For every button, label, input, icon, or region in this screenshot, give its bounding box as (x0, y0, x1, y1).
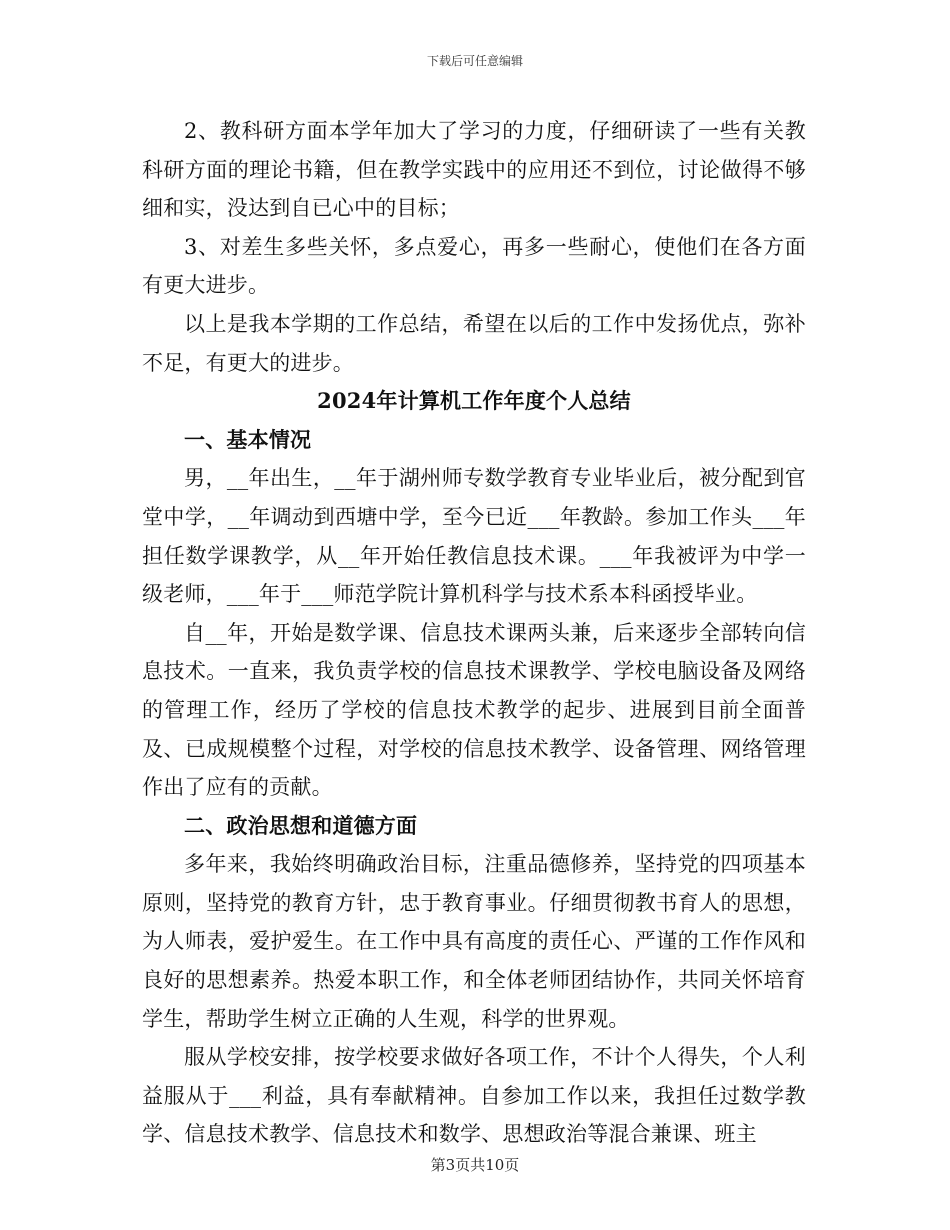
paragraph: 2、教科研方面本学年加大了学习的力度，仔细研读了一些有关教科研方面的理论书籍，但在教学实践中的应用还不到位，讨论做得不够细和实，没达到自已心中的目标； (142, 119, 806, 221)
paragraph: 自__年，开始是数学课、信息技术课两头兼，后来逐步全部转向信息技术。一直来，我负责学校的信息技术课教学、学校电脑设备及网络的管理工作，经历了学校的信息技术教学的起步、进展到目前全面普及、已成规模整个过程，对学校的信息技术教学、设备管理、网络管理作出了应有的贡献。 (142, 620, 806, 800)
document-title: 2024年计算机工作年度个人总结 (317, 388, 631, 414)
paragraph: 男，__年出生，__年于湖州师专数学教育专业毕业后，被分配到官堂中学，__年调动到西塘中学，至今已近___年教龄。参加工作头___年担任数学课教学，从__年开始任教信息技术课。___年我被评为中学一级老师，___年于___师范学院计算机科学与技术系本科函授毕业。 (142, 466, 806, 607)
section-heading-basic: 一、基本情况 (184, 426, 312, 452)
page-footer: 第3页共10页 (430, 1156, 520, 1174)
document-body (142, 112, 806, 1154)
paragraph: 以上是我本学期的工作总结，希望在以后的工作中发扬优点，弥补不足，有更大的进步。 (142, 311, 806, 375)
paragraph: 多年来，我始终明确政治目标，注重品德修养，坚持党的四项基本原则，坚持党的教育方针，忠于教育事业。仔细贯彻教书育人的思想，为人师表，爱护爱生。在工作中具有高度的责任心、严谨的工作作风和良好的思想素养。热爱本职工作，和全体老师团结协作，共同关怀培育学生，帮助学生树立正确的人生观，科学的世界观。 (142, 852, 806, 1031)
page-header: 下载后可任意编辑 (426, 54, 523, 68)
section-heading-political: 二、政治思想和道德方面 (184, 812, 418, 838)
paragraph: 服从学校安排，按学校要求做好各项工作，不计个人得失，个人利益服从于___利益，具有奉献精神。自参加工作以来，我担任过数学教学、信息技术教学、信息技术和数学、思想政治等混合兼课、班主 (142, 1045, 806, 1147)
paragraph: 3、对差生多些关怀，多点爱心，再多一些耐心，使他们在各方面有更大进步。 (142, 234, 806, 298)
